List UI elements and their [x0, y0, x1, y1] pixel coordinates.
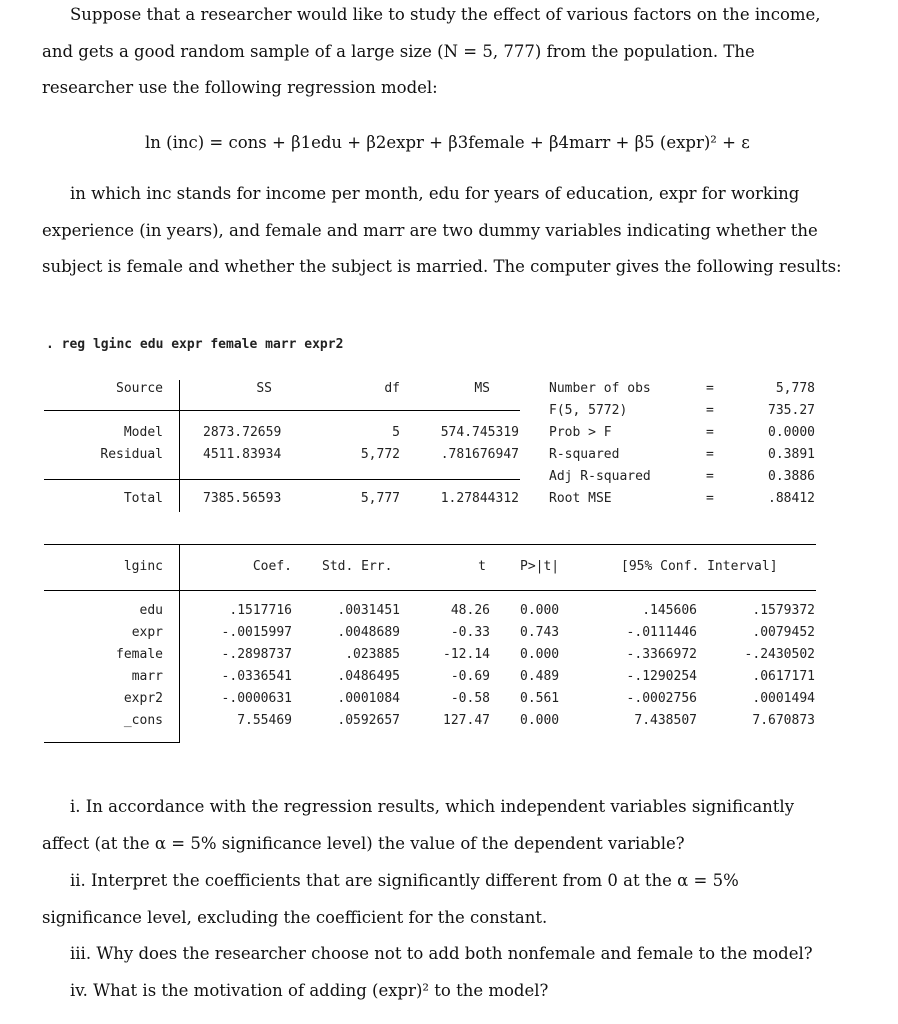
coef-header-rule [44, 590, 816, 591]
stat-label: F(5, 5772) [549, 403, 628, 418]
stat-label: Root MSE [549, 491, 612, 506]
stat-eq: = [706, 491, 714, 506]
coef-ci-high: .0079452 [752, 625, 815, 640]
coef-se: .0048689 [337, 625, 400, 640]
coef-p: 0.000 [520, 603, 560, 618]
coef-value: .1517716 [229, 603, 292, 618]
coef-value: -.0336541 [221, 669, 292, 684]
stat-eq: = [706, 469, 714, 484]
stat-label: Adj R-squared [549, 469, 651, 484]
coef-se: .0031451 [337, 603, 400, 618]
stat-value: 0.3886 [768, 469, 815, 484]
coef-se: .0592657 [337, 713, 400, 728]
coef-p: 0.561 [520, 691, 560, 706]
coef-se: .0001084 [337, 691, 400, 706]
coef-t: -0.58 [450, 691, 490, 706]
coef-se: .023885 [345, 647, 400, 662]
variables-paragraph: in which inc stands for income per month, edu for years of education, expr for working experience (in years), and female and marr are two dummy variables indicating whether the subject is female and whether the subject is married. The computer gives the following results: [42, 184, 842, 276]
coef-var: female [116, 647, 163, 662]
coef-t: -0.33 [450, 625, 490, 640]
coef-var: _cons [123, 713, 163, 728]
stat-eq: = [706, 403, 714, 418]
anova-ms: 1.27844312 [440, 491, 519, 506]
stata-command: . reg lginc edu expr female marr expr2 [46, 337, 344, 352]
coef-value: -.0015997 [221, 625, 292, 640]
coef-t: 48.26 [450, 603, 490, 618]
coef-ci-low: -.3366972 [626, 647, 697, 662]
anova-ss: 7385.56593 [203, 491, 282, 506]
coef-header-se: Std. Err. [322, 559, 393, 574]
anova-ms: 574.745319 [440, 425, 519, 440]
anova-ss: 2873.72659 [203, 425, 282, 440]
stat-label: Prob > F [549, 425, 612, 440]
coef-t: -12.14 [443, 647, 490, 662]
anova-header-source: Source [116, 381, 163, 396]
coef-header-coef: Coef. [252, 559, 292, 574]
coef-var: expr2 [123, 691, 163, 706]
stat-label: Number of obs [549, 381, 651, 396]
coef-header-p: P>|t| [520, 559, 560, 574]
coef-ci-low: -.0002756 [626, 691, 697, 706]
anova-df: 5 [392, 425, 400, 440]
question-iv: iv. What is the motivation of adding (expr)² to the model? [70, 981, 549, 1000]
anova-source: Total [123, 491, 163, 506]
coef-divider [179, 544, 180, 742]
coef-ci-low: .145606 [642, 603, 697, 618]
anova-source: Model [123, 425, 163, 440]
stat-eq: = [706, 381, 714, 396]
stat-value: 5,778 [775, 381, 815, 396]
coef-value: 7.55469 [237, 713, 292, 728]
coef-ci-high: .0001494 [752, 691, 815, 706]
anova-header-ss: SS [256, 381, 272, 396]
coef-ci-high: -.2430502 [744, 647, 815, 662]
anova-df: 5,777 [360, 491, 400, 506]
stat-label: R-squared [549, 447, 620, 462]
anova-source: Residual [100, 447, 163, 462]
anova-header-rule [44, 410, 520, 411]
coef-t: -0.69 [450, 669, 490, 684]
stat-value: 0.0000 [768, 425, 815, 440]
coef-t: 127.47 [443, 713, 490, 728]
coef-value: -.0000631 [221, 691, 292, 706]
stat-value: 0.3891 [768, 447, 815, 462]
stat-eq: = [706, 425, 714, 440]
stat-value: 735.27 [768, 403, 815, 418]
coef-ci-low: -.1290254 [626, 669, 697, 684]
anova-header-df: df [384, 381, 400, 396]
coef-ci-high: .1579372 [752, 603, 815, 618]
anova-total-rule [44, 479, 520, 480]
coef-value: -.2898737 [221, 647, 292, 662]
coef-var: expr [131, 625, 163, 640]
question-ii: ii. Interpret the coefficients that are significantly different from 0 at the α = 5% significance level, excluding the coefficient for the constant. [42, 871, 739, 927]
coef-bottom-rule [44, 742, 180, 743]
coef-header-var: lginc [123, 559, 163, 574]
coef-header-ci: [95% Conf. Interval] [621, 559, 778, 574]
stat-value: .88412 [768, 491, 815, 506]
anova-header-ms: MS [474, 381, 490, 396]
coef-p: 0.000 [520, 713, 560, 728]
coef-p: 0.000 [520, 647, 560, 662]
anova-divider [179, 380, 180, 512]
coef-p: 0.743 [520, 625, 560, 640]
coef-header-t: t [478, 559, 486, 574]
coef-ci-low: 7.438507 [634, 713, 697, 728]
question-iii: iii. Why does the researcher choose not to add both nonfemale and female to the model? [70, 944, 813, 963]
intro-paragraph: Suppose that a researcher would like to study the effect of various factors on the income, and gets a good random sample of a large size (N = 5, 777) from the population. The researcher use the following regression model: [42, 5, 821, 97]
coef-var: marr [131, 669, 163, 684]
stat-eq: = [706, 447, 714, 462]
question-i: i. In accordance with the regression results, which independent variables significantly affect (at the α = 5% significance level) the value of the dependent variable? [42, 797, 795, 853]
coef-ci-low: -.0111446 [626, 625, 697, 640]
coef-ci-high: 7.670873 [752, 713, 815, 728]
coef-ci-high: .0617171 [752, 669, 815, 684]
coef-top-rule [44, 544, 816, 545]
anova-ms: .781676947 [440, 447, 519, 462]
coef-p: 0.489 [520, 669, 560, 684]
anova-df: 5,772 [360, 447, 400, 462]
anova-ss: 4511.83934 [203, 447, 282, 462]
coef-se: .0486495 [337, 669, 400, 684]
coef-var: edu [139, 603, 163, 618]
regression-equation: ln (inc) = cons + β1edu + β2expr + β3female + β4marr + β5 (expr)² + ε [145, 133, 750, 152]
